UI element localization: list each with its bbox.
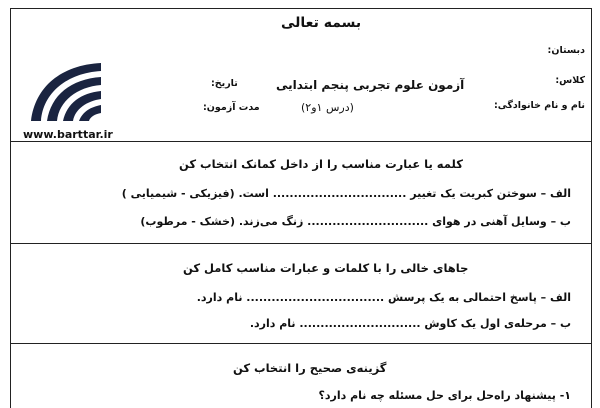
section-1-title: کلمه یا عبارت مناسب را از داخل کمانک انتخاب کن — [179, 157, 463, 171]
duration-label: مدت آزمون: — [203, 102, 260, 113]
section-3-item-1: ۱- پیشنهاد راه‌حل برای حل مسئله چه نام دارد؟ — [318, 389, 571, 402]
lessons: (درس ۱و۲) — [301, 101, 354, 114]
date-label: تاریخ: — [211, 78, 238, 89]
exam-sheet — [10, 8, 592, 408]
section-3-title: گزینه‌ی صحیح را انتخاب کن — [233, 361, 387, 375]
section-divider-2 — [11, 343, 591, 344]
section-divider-1 — [11, 243, 591, 244]
class-label: کلاس: — [555, 75, 585, 86]
basmala: بسمه تعالی — [281, 15, 362, 31]
section-2-title: جاهای خالی را با کلمات و عبارات مناسب کامل کن — [183, 261, 469, 275]
school-label: دبستان: — [547, 45, 585, 56]
website: www.barttar.ir — [23, 128, 113, 141]
section-1-item-2: ب – وسایل آهنی در هوای ............................. زنگ می‌زند. (خشک - مرطوب) — [140, 215, 571, 228]
exam-title: آزمون علوم تجربی پنجم ابتدایی — [276, 78, 465, 92]
section-2-item-2: ب – مرحله‌ی اول یک کاوش ............................. نام دارد. — [249, 317, 571, 330]
name-label: نام و نام خانوادگی: — [493, 100, 585, 111]
section-1-item-1: الف – سوختن کبریت یک تغییر ................................ است. (فیزیکی - شیمیایی ) — [121, 187, 571, 200]
barttar-logo — [25, 57, 103, 123]
header-divider — [11, 141, 591, 142]
section-2-item-1: الف – پاسخ احتمالی به یک پرسش ................................. نام دارد. — [196, 291, 571, 304]
